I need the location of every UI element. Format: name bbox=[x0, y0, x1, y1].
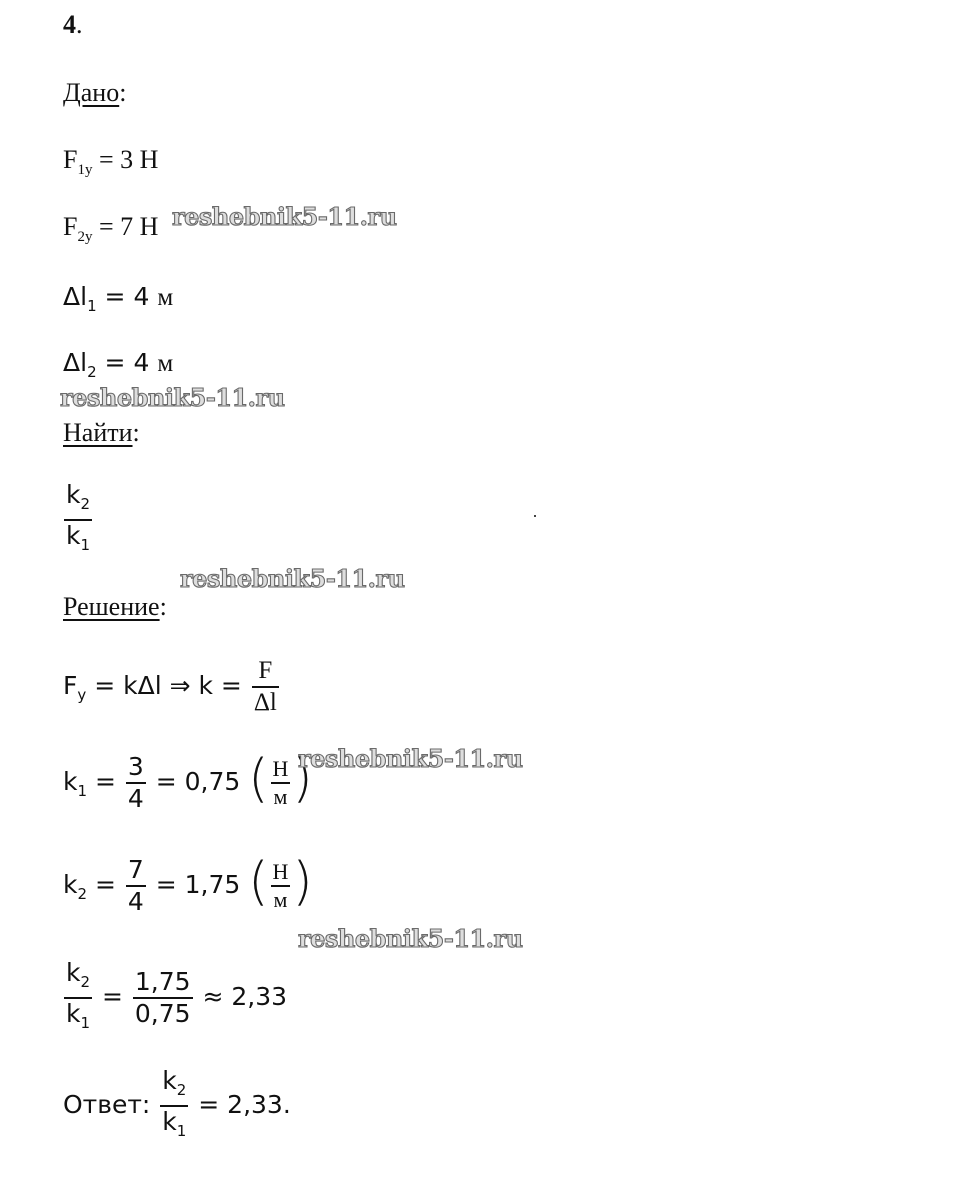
given-heading: Дано: bbox=[63, 78, 127, 107]
problem-number: 4. bbox=[63, 10, 83, 39]
watermark-text: reshebnik5-11.ru bbox=[60, 383, 285, 412]
watermark-text: reshebnik5-11.ru bbox=[172, 202, 397, 231]
watermark-text: reshebnik5-11.ru bbox=[298, 744, 523, 773]
find-heading: Найти: bbox=[63, 418, 140, 447]
solution-heading: Решение: bbox=[63, 592, 167, 621]
given-f2: $F_{2y} = 7$ Н bbox=[63, 212, 159, 245]
given-dl2: $\Delta l_2 = 4$ м bbox=[63, 348, 174, 381]
solution-k1: $k_1$ = $\frac{3}{4}$ = 0,75 ( $\frac{Н}{м}$ ) bbox=[63, 749, 313, 813]
given-dl1: $\Delta l_1 = 4$ м bbox=[63, 282, 174, 315]
solution-formula: $F_y = k\Delta l$ ⇒ k = $\frac{F}{\Delta l}$ bbox=[63, 657, 277, 716]
find-fraction: $\frac{k_2}{k_1}$ bbox=[66, 480, 91, 554]
watermark-text: reshebnik5-11.ru bbox=[298, 924, 523, 953]
solution-ratio: $\frac{k_2}{k_1}$ = $\frac{1,75}{0,75}$ ≈ 2,33 bbox=[66, 958, 288, 1032]
find-ratio bbox=[62, 480, 94, 560]
given-f1: $F_{1y} = 3$ Н bbox=[63, 145, 159, 178]
stray-dot bbox=[534, 515, 536, 517]
watermark-text: reshebnik5-11.ru bbox=[180, 564, 405, 593]
solution-k2: $k_2$ = $\frac{7}{4}$ = 1,75 ( $\frac{Н}{м}$ ) bbox=[63, 852, 313, 916]
answer: Ответ: $\frac{k_2}{k_1}$ = 2,33. bbox=[63, 1066, 291, 1140]
